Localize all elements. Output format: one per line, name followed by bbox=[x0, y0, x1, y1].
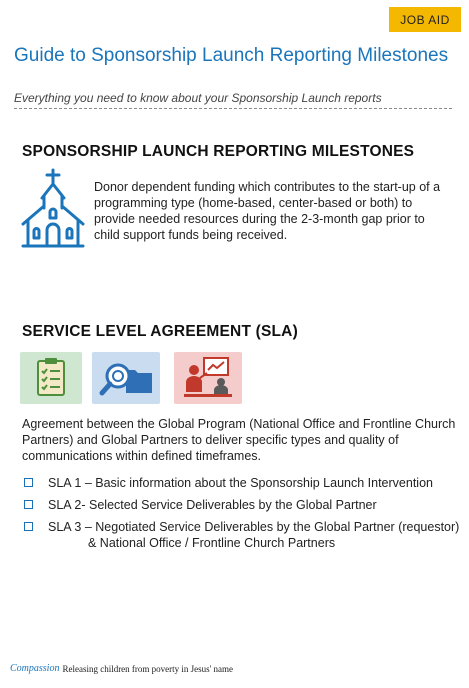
page-subtitle: Everything you need to know about your Sponsorship Launch reports bbox=[14, 91, 382, 105]
list-item-text-continued: & National Office / Frontline Church Partners bbox=[88, 536, 336, 550]
presenter-board-tile bbox=[174, 352, 242, 404]
sla-list bbox=[22, 475, 462, 557]
clipboard-checklist-tile bbox=[20, 352, 82, 404]
section-heading-sla: SERVICE LEVEL AGREEMENT (SLA) bbox=[22, 323, 298, 340]
search-folder-icon bbox=[92, 352, 160, 404]
checkbox-bullet-icon bbox=[24, 500, 33, 509]
section-heading-milestones: SPONSORSHIP LAUNCH REPORTING MILESTONES bbox=[22, 143, 415, 160]
list-item bbox=[22, 475, 462, 491]
dashed-divider bbox=[14, 108, 452, 109]
clipboard-checklist-icon bbox=[20, 352, 82, 404]
list-item-text: SLA 1 – Basic information about the Sponsorship Launch Intervention bbox=[48, 476, 433, 490]
presenter-board-icon bbox=[174, 352, 242, 404]
page-title: Guide to Sponsorship Launch Reporting Milestones bbox=[14, 45, 449, 66]
footer-tagline: Releasing children from poverty in Jesus' name bbox=[62, 663, 234, 674]
list-item bbox=[22, 497, 462, 513]
checkbox-bullet-icon bbox=[24, 478, 33, 487]
list-item-text: SLA 2- Selected Service Deliverables by the Global Partner bbox=[48, 498, 377, 512]
sla-description: Agreement between the Global Program (National Office and Frontline Church Partners) and Global Partners to deliver specific types and quality of communications within defined timeframes. bbox=[22, 417, 456, 463]
church-icon bbox=[20, 168, 86, 248]
compassion-logo: Compassion bbox=[10, 663, 60, 674]
list-item-text: SLA 3 – Negotiated Service Deliverables by the Global Partner (requestor) bbox=[48, 520, 460, 534]
sponsorship-description: Donor dependent funding which contributes to the start-up of a programming type (home-based, center-based or both) to provide needed resources during the 2-3-month gap prior to child support funds being received. bbox=[94, 180, 441, 242]
list-item bbox=[22, 519, 462, 551]
job-aid-badge: JOB AID bbox=[389, 7, 461, 32]
search-folder-tile bbox=[92, 352, 160, 404]
checkbox-bullet-icon bbox=[24, 522, 33, 531]
footer bbox=[10, 663, 233, 674]
